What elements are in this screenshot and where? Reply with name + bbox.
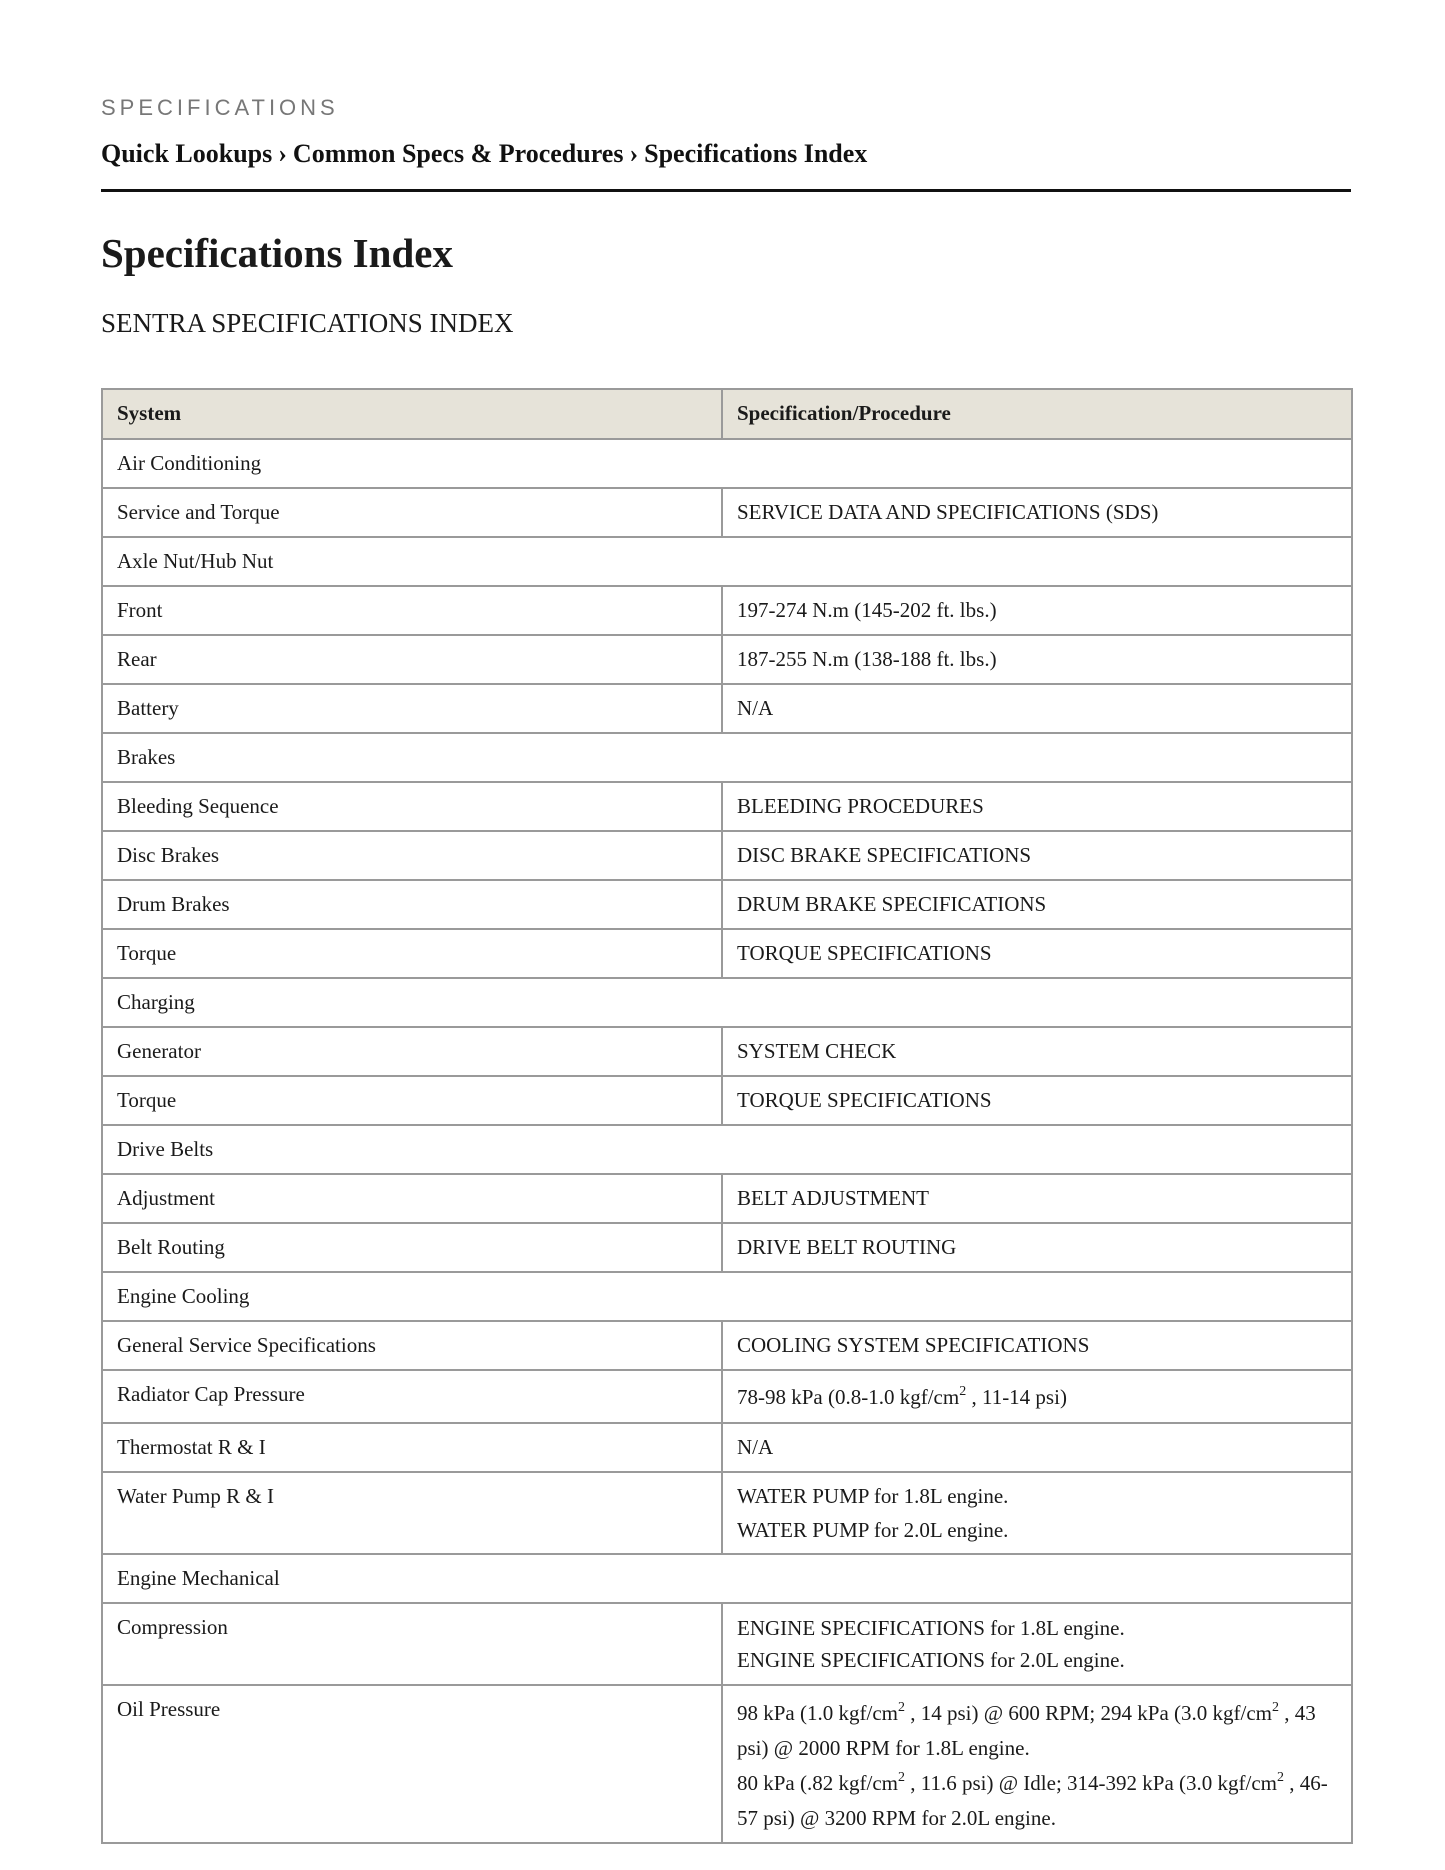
spec-text: 80 kPa (.82 kgf/cm — [737, 1771, 898, 1795]
table-row-group — [102, 439, 1352, 488]
table-row-group — [102, 978, 1352, 1027]
spec-link[interactable]: BLEEDING PROCEDURES — [722, 782, 1352, 831]
system-cell: Radiator Cap Pressure — [102, 1370, 722, 1423]
system-cell: Torque — [102, 929, 722, 978]
table-row — [102, 880, 1352, 929]
system-cell: General Service Specifications — [102, 1321, 722, 1370]
spec-link[interactable]: ENGINE SPECIFICATIONS for 1.8L engine. — [737, 1616, 1125, 1640]
spec-text: , 43 psi) @ 2000 RPM for 1.8L engine. — [737, 1701, 1316, 1760]
table-row — [102, 1174, 1352, 1223]
spec-link[interactable]: COOLING SYSTEM SPECIFICATIONS — [722, 1321, 1352, 1370]
system-cell: Thermostat R & I — [102, 1423, 722, 1472]
breadcrumb-quick-lookups[interactable]: Quick Lookups — [101, 139, 273, 168]
table-row-group — [102, 733, 1352, 782]
breadcrumb-specifications-index[interactable]: Specifications Index — [644, 139, 868, 168]
system-cell: Water Pump R & I — [102, 1472, 722, 1554]
spec-text: , 46-57 psi) @ 3200 RPM for 2.0L engine. — [737, 1771, 1328, 1830]
oil-pressure-1-8l — [737, 1696, 1341, 1766]
table-row-group — [102, 1125, 1352, 1174]
breadcrumb-separator: › — [629, 139, 639, 168]
breadcrumb-common-specs[interactable]: Common Specs & Procedures — [292, 139, 624, 168]
spec-value — [722, 1685, 1352, 1843]
specifications-table — [101, 388, 1353, 1844]
system-cell: Oil Pressure — [102, 1685, 722, 1843]
group-label: Air Conditioning — [102, 439, 1352, 488]
superscript: 2 — [959, 1384, 967, 1399]
spec-link[interactable]: ENGINE SPECIFICATIONS for 2.0L engine. — [737, 1648, 1125, 1672]
system-cell: Torque — [102, 1076, 722, 1125]
spec-value: 197-274 N.m (145-202 ft. lbs.) — [722, 586, 1352, 635]
superscript: 2 — [1272, 1700, 1279, 1715]
spec-text: , 14 psi) @ 600 RPM; 294 kPa (3.0 kgf/cm — [904, 1701, 1272, 1725]
spec-text: 98 kPa (1.0 kgf/cm — [737, 1701, 898, 1725]
table-row — [102, 1603, 1352, 1685]
table-row — [102, 831, 1352, 880]
spec-text: , 11-14 psi) — [966, 1385, 1067, 1409]
page-title: Specifications Index — [101, 230, 453, 276]
spec-link[interactable]: SYSTEM CHECK — [722, 1027, 1352, 1076]
table-row — [102, 488, 1352, 537]
table-row — [102, 1423, 1352, 1472]
system-cell: Service and Torque — [102, 488, 722, 537]
section-eyebrow: SPECIFICATIONS — [101, 95, 339, 120]
table-row — [102, 1076, 1352, 1125]
system-cell: Adjustment — [102, 1174, 722, 1223]
system-cell: Disc Brakes — [102, 831, 722, 880]
group-label: Brakes — [102, 733, 1352, 782]
system-cell: Rear — [102, 635, 722, 684]
breadcrumb — [101, 137, 1351, 192]
spec-text: , 11.6 psi) @ Idle; 314-392 kPa (3.0 kgf/cm — [904, 1771, 1277, 1795]
table-row — [102, 1472, 1352, 1554]
spec-link[interactable]: WATER PUMP for 1.8L engine. — [737, 1484, 1009, 1508]
breadcrumb-separator: › — [278, 139, 287, 168]
spec-link[interactable]: DRUM BRAKE SPECIFICATIONS — [722, 880, 1352, 929]
table-row — [102, 1027, 1352, 1076]
spec-value: N/A — [722, 684, 1352, 733]
table-row — [102, 1685, 1352, 1843]
table-row-group — [102, 1554, 1352, 1603]
table-row — [102, 1223, 1352, 1272]
table-row — [102, 929, 1352, 978]
spec-link[interactable]: BELT ADJUSTMENT — [722, 1174, 1352, 1223]
spec-value: 187-255 N.m (138-188 ft. lbs.) — [722, 635, 1352, 684]
group-label: Drive Belts — [102, 1125, 1352, 1174]
system-cell: Generator — [102, 1027, 722, 1076]
group-label: Engine Mechanical — [102, 1554, 1352, 1603]
document-page — [101, 95, 1351, 1844]
column-header-system: System — [102, 389, 722, 439]
column-header-specification: Specification/Procedure — [722, 389, 1352, 439]
table-header-row — [102, 389, 1352, 439]
spec-link[interactable]: DRIVE BELT ROUTING — [722, 1223, 1352, 1272]
superscript: 2 — [897, 1700, 905, 1715]
spec-value — [722, 1370, 1352, 1423]
spec-link[interactable]: TORQUE SPECIFICATIONS — [722, 929, 1352, 978]
page-subtitle: SENTRA SPECIFICATIONS INDEX — [101, 308, 514, 338]
table-row-group — [102, 1272, 1352, 1321]
superscript: 2 — [1277, 1770, 1284, 1785]
spec-link[interactable]: WATER PUMP for 2.0L engine. — [737, 1518, 1009, 1542]
table-row — [102, 684, 1352, 733]
table-row — [102, 1321, 1352, 1370]
spec-link[interactable]: DISC BRAKE SPECIFICATIONS — [722, 831, 1352, 880]
spec-value: N/A — [722, 1423, 1352, 1472]
spec-text: 78-98 kPa (0.8-1.0 kgf/cm — [737, 1385, 960, 1409]
spec-links — [722, 1603, 1352, 1685]
group-label: Charging — [102, 978, 1352, 1027]
group-label: Engine Cooling — [102, 1272, 1352, 1321]
system-cell: Compression — [102, 1603, 722, 1685]
spec-links — [722, 1472, 1352, 1554]
table-row — [102, 586, 1352, 635]
system-cell: Belt Routing — [102, 1223, 722, 1272]
table-row — [102, 1370, 1352, 1423]
table-row-group — [102, 537, 1352, 586]
system-cell: Front — [102, 586, 722, 635]
superscript: 2 — [897, 1770, 905, 1785]
oil-pressure-2-0l — [737, 1766, 1341, 1836]
spec-link[interactable]: TORQUE SPECIFICATIONS — [722, 1076, 1352, 1125]
system-cell: Bleeding Sequence — [102, 782, 722, 831]
group-label: Axle Nut/Hub Nut — [102, 537, 1352, 586]
system-cell: Battery — [102, 684, 722, 733]
table-row — [102, 782, 1352, 831]
system-cell: Drum Brakes — [102, 880, 722, 929]
spec-link[interactable]: SERVICE DATA AND SPECIFICATIONS (SDS) — [722, 488, 1352, 537]
table-row — [102, 635, 1352, 684]
